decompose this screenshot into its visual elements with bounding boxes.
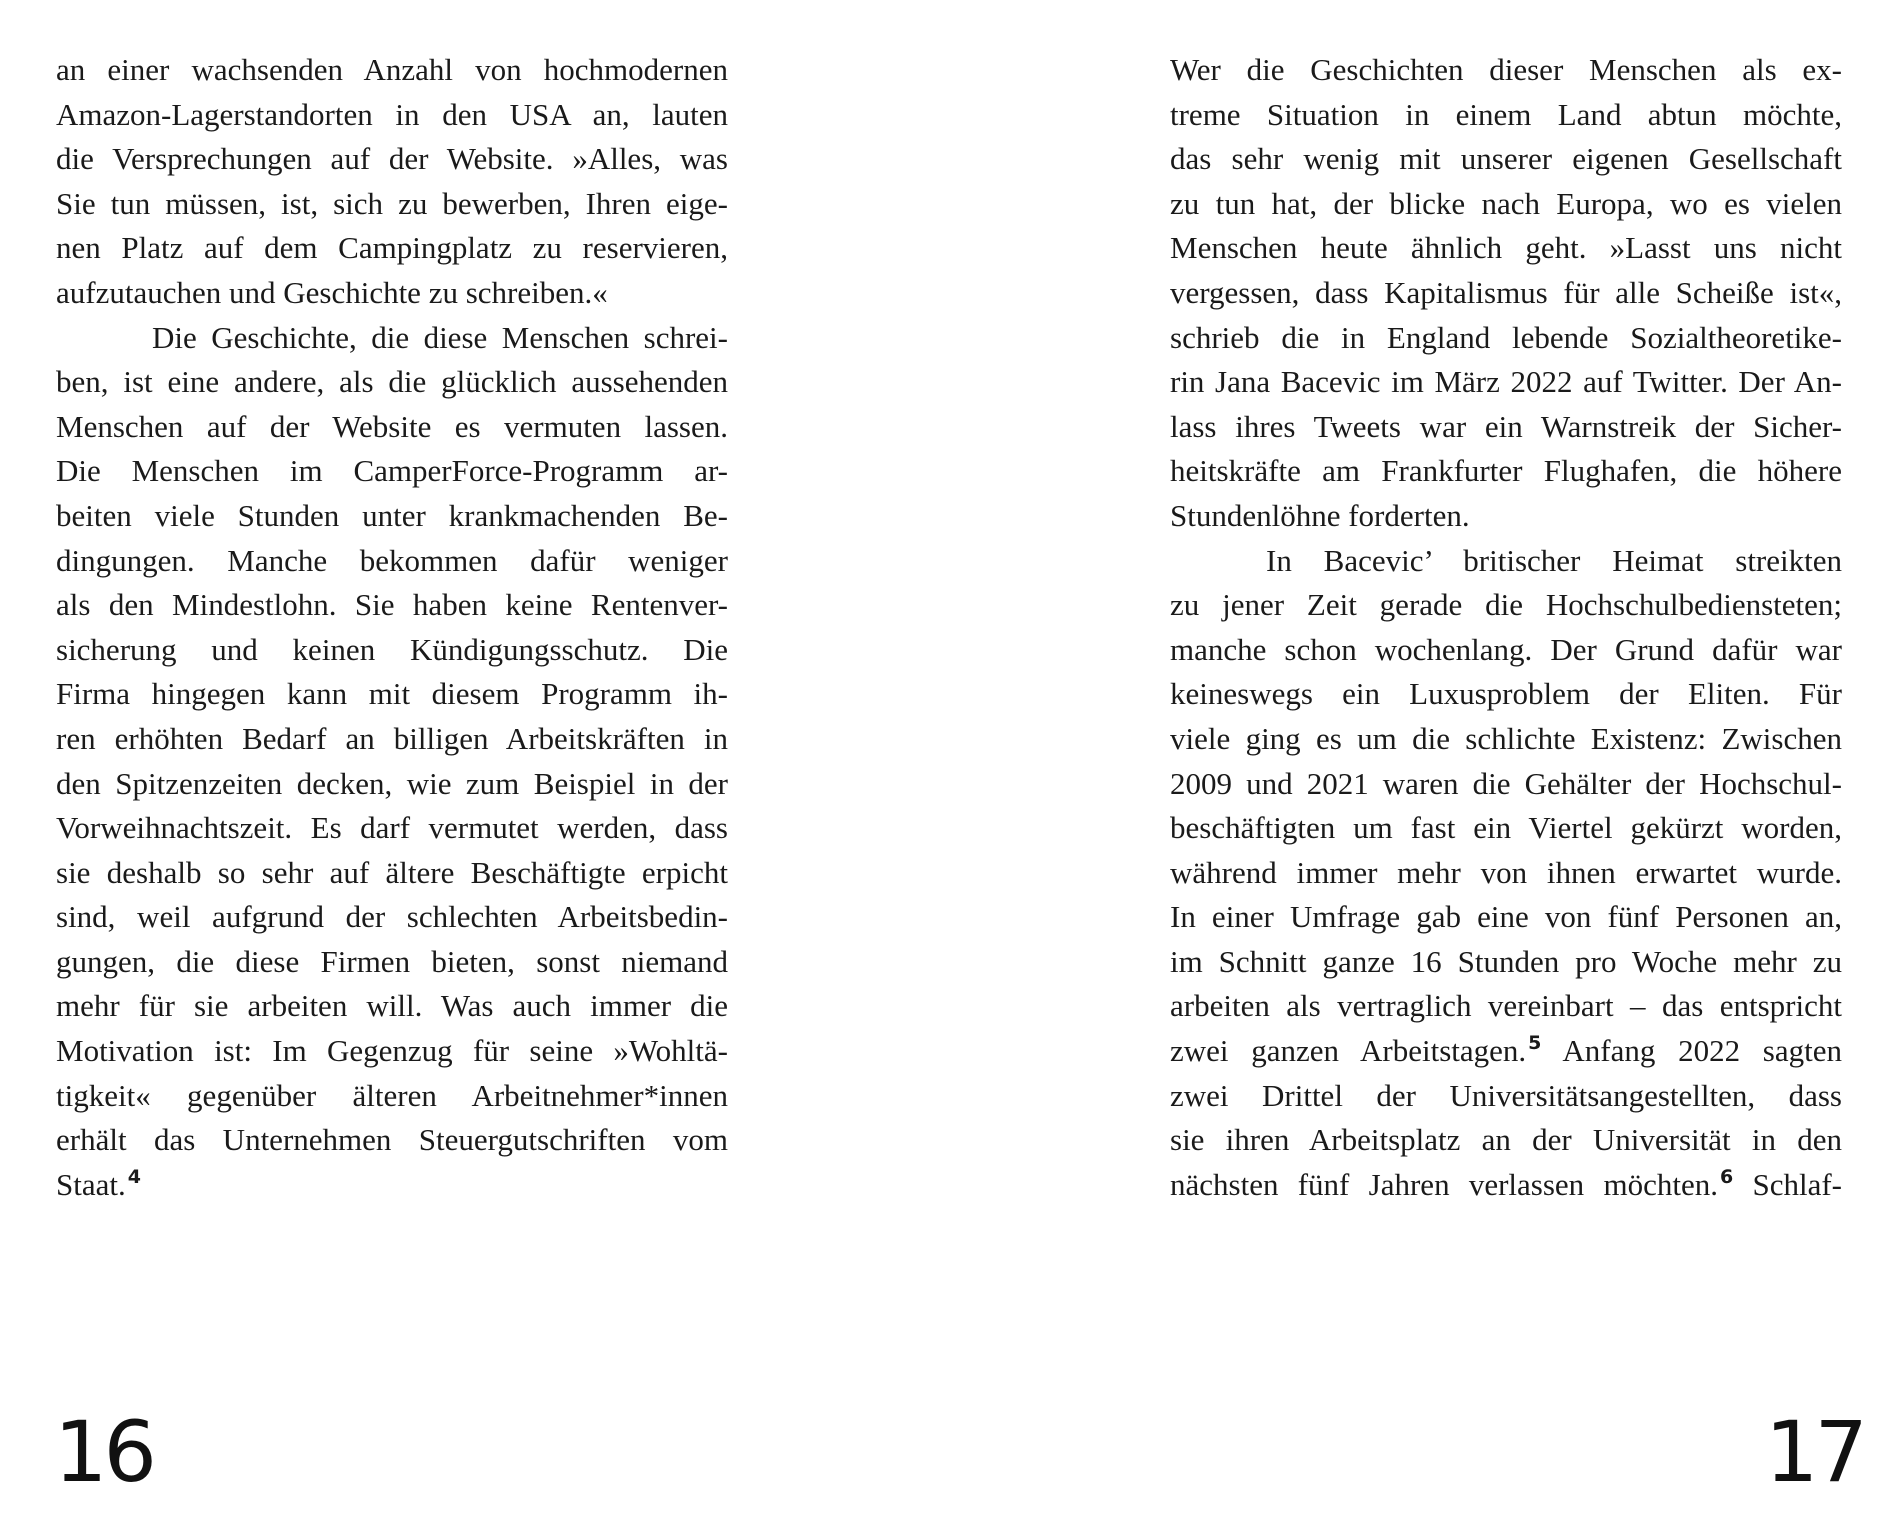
left-page-body bbox=[56, 48, 728, 1207]
text-line bbox=[56, 1163, 728, 1208]
text-line: treme Situation in einem Land abtun möchte, bbox=[1170, 96, 1842, 132]
text-line: beiten viele Stunden unter krankmachenden Be- bbox=[56, 497, 728, 533]
text-fragment: Anfang 2022 sagten bbox=[1541, 1033, 1842, 1069]
right-page-body bbox=[1170, 48, 1842, 1207]
text-line: zwei Drittel der Universitätsangestellten, dass bbox=[1170, 1077, 1842, 1113]
text-line: Menschen auf der Website es vermuten lassen. bbox=[56, 408, 728, 444]
text-line: tigkeit« gegenüber älteren Arbeitnehmer*innen bbox=[56, 1077, 728, 1113]
text-line: während immer mehr von ihnen erwartet wurde. bbox=[1170, 854, 1842, 890]
footnote-marker[interactable]: 6 bbox=[1719, 1165, 1734, 1188]
text-line: an einer wachsenden Anzahl von hochmodernen bbox=[56, 52, 728, 87]
text-line bbox=[1170, 1163, 1842, 1208]
text-line: Menschen heute ähnlich geht. »Lasst uns nicht bbox=[1170, 230, 1842, 266]
text-line: sie ihren Arbeitsplatz an der Universität in den bbox=[1170, 1122, 1842, 1158]
text-fragment: zwei ganzen Arbeitstagen. bbox=[1170, 1033, 1527, 1069]
text-line: Firma hingegen kann mit diesem Programm ih- bbox=[56, 676, 728, 712]
text-line: dingungen. Manche bekommen dafür weniger bbox=[56, 542, 728, 578]
text-fragment: Staat. bbox=[56, 1166, 126, 1202]
text-line: Wer die Geschichten dieser Menschen als ex- bbox=[1170, 52, 1842, 87]
right-page bbox=[945, 0, 1890, 1536]
text-line: das sehr wenig mit unserer eigenen Gesellschaft bbox=[1170, 141, 1842, 177]
text-line: rin Jana Bacevic im März 2022 auf Twitter. Der An- bbox=[1170, 364, 1842, 400]
text-line: manche schon wochenlang. Der Grund dafür war bbox=[1170, 631, 1842, 667]
text-line: Stundenlöhne forderten. bbox=[1170, 497, 1470, 533]
text-line: sicherung und keinen Kündigungsschutz. Die bbox=[56, 631, 728, 667]
text-line: viele ging es um die schlichte Existenz: Zwischen bbox=[1170, 720, 1842, 756]
text-line: Amazon-Lagerstandorten in den USA an, lauten bbox=[56, 96, 728, 132]
page-number: 17 bbox=[1765, 1403, 1864, 1501]
text-line: heitskräfte am Frankfurter Flughafen, die höhere bbox=[1170, 453, 1842, 489]
footnote-marker[interactable]: 4 bbox=[127, 1165, 141, 1188]
text-line: aufzutauchen und Geschichte zu schreiben.« bbox=[56, 274, 608, 310]
text-line: ren erhöhten Bedarf an billigen Arbeitskräften in bbox=[56, 720, 728, 756]
text-fragment: Schlaf- bbox=[1733, 1166, 1842, 1202]
text-line: erhält das Unternehmen Steuergutschriften vom bbox=[56, 1122, 728, 1158]
text-line: arbeiten als vertraglich vereinbart – das entspricht bbox=[1170, 988, 1842, 1024]
text-line: In einer Umfrage gab eine von fünf Personen an, bbox=[1170, 899, 1842, 935]
page-number: 16 bbox=[54, 1403, 153, 1501]
text-line: den Spitzenzeiten decken, wie zum Beispiel in der bbox=[56, 765, 728, 801]
text-line: sind, weil aufgrund der schlechten Arbeitsbedin- bbox=[56, 899, 728, 935]
text-line: Sie tun müssen, ist, sich zu bewerben, Ihren eige- bbox=[56, 185, 728, 221]
text-line: mehr für sie arbeiten will. Was auch immer die bbox=[56, 988, 728, 1024]
text-line: als den Mindestlohn. Sie haben keine Rentenver- bbox=[56, 587, 728, 623]
text-line: 2009 und 2021 waren die Gehälter der Hochschul- bbox=[1170, 765, 1842, 801]
text-fragment: nächsten fünf Jahren verlassen möchten. bbox=[1170, 1166, 1718, 1202]
text-line: zu jener Zeit gerade die Hochschulbediensteten; bbox=[1170, 587, 1842, 623]
text-line: nen Platz auf dem Campingplatz zu reservieren, bbox=[56, 230, 728, 266]
text-line: ben, ist eine andere, als die glücklich aussehenden bbox=[56, 364, 728, 400]
text-line: gungen, die diese Firmen bieten, sonst niemand bbox=[56, 943, 728, 979]
text-line bbox=[1170, 1029, 1842, 1074]
text-line: sie deshalb so sehr auf ältere Beschäftigte erpicht bbox=[56, 854, 728, 890]
text-line: keineswegs ein Luxusproblem der Eliten. Für bbox=[1170, 676, 1842, 712]
footnote-marker[interactable]: 5 bbox=[1528, 1032, 1542, 1055]
text-line: Die Geschichte, die diese Menschen schrei- bbox=[152, 319, 728, 355]
text-line: beschäftigten um fast ein Viertel gekürzt worden, bbox=[1170, 810, 1842, 846]
text-line: Die Menschen im CamperForce-Programm ar- bbox=[56, 453, 728, 489]
text-line: im Schnitt ganze 16 Stunden pro Woche mehr zu bbox=[1170, 943, 1842, 979]
text-line: zu tun hat, der blicke nach Europa, wo es vielen bbox=[1170, 185, 1842, 221]
text-line: die Versprechungen auf der Website. »Alles, was bbox=[56, 141, 728, 177]
text-line: Vorweihnachtszeit. Es darf vermutet werden, dass bbox=[56, 810, 728, 846]
text-line: Motivation ist: Im Gegenzug für seine »Wohltä- bbox=[56, 1033, 728, 1069]
text-line: vergessen, dass Kapitalismus für alle Scheiße ist«, bbox=[1170, 274, 1842, 310]
text-line: schrieb die in England lebende Sozialtheoretike- bbox=[1170, 319, 1842, 355]
text-line: lass ihres Tweets war ein Warnstreik der Sicher- bbox=[1170, 408, 1842, 444]
text-line: In Bacevic’ britischer Heimat streikten bbox=[1266, 542, 1842, 578]
